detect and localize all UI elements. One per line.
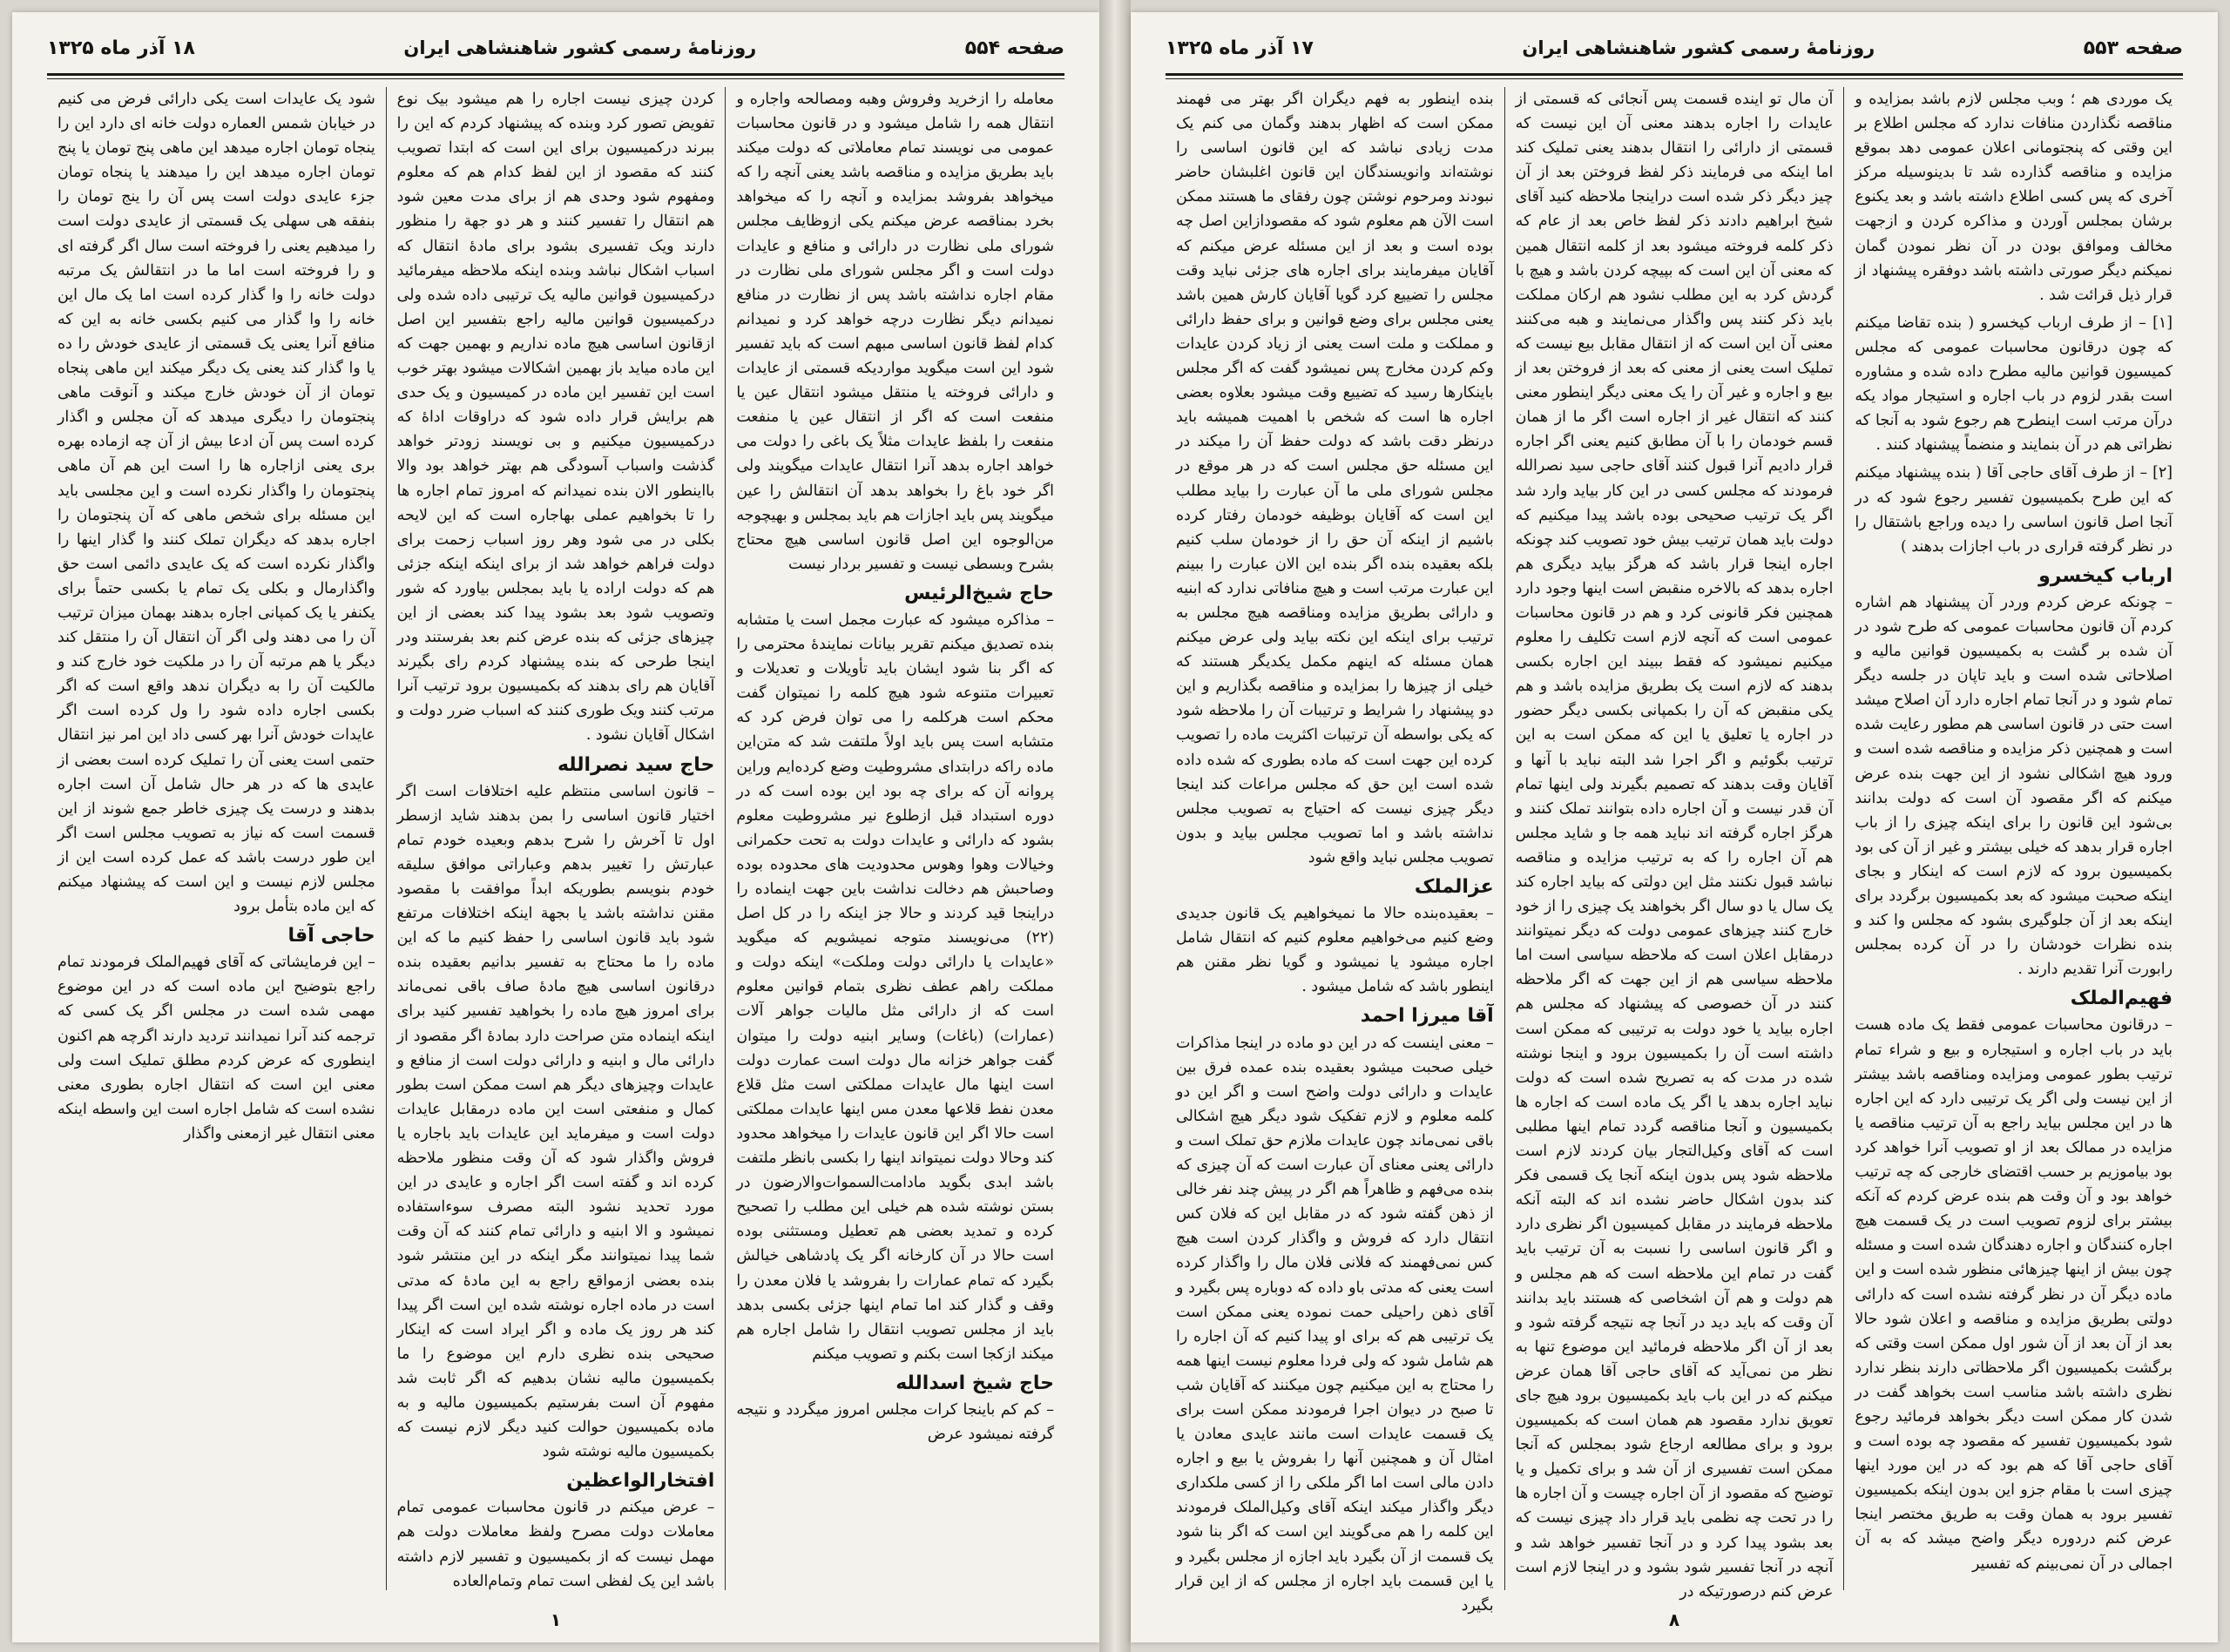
- header-date: ۱۷ آذر ماه ۱۳۲۵: [1166, 37, 1314, 59]
- paragraph: – قانون اساسی منتظم علیه اختلافات است اگر اختیار قانون اساسی را بمن بدهند شاید ازسطر اول تا آخرش را شرح بدهم وبعیده خودم تمام عبارتش را تغییر بدهم وعباراتی موافق سلیقه خودم بنویسم بطوریکه ابداً موافقت با مقصود مقنن نداشته باشد یا بجهة اینکه اختلافات مرتفع شود باید قانون اساسی را حفظ کنیم ما که این ماده را ما محتاج به تفسیر بدانیم بعقیده بنده درقانون اساسی هیچ مادهٔ صاف باقی نمی‌ماند برای امروز هیچ ماده را بخواهید تفسیر کنید برای اینکه اینماده متن صراحت دارد بمادهٔ اگر مقصود از دارائی مال و ابنیه و دارائی دولت است از منافع و عایدات وچیزهای دیگر هم است ممکن است بطور کمال و منفعتی است این ماده درمقابل عایدات دولت است و میفرماید این عایدات باید باجاره یا فروش واگذار شود که آن وقت منظور ملاحظه کرده اند و گفته است اگر اجاره و عایدی در این مورد تحدید نشود البته مصرف سوءاستفاده نمیشود و الا ابنیه و دارائی تمام کنند که آن وقت شما پیدا نمیتوانند مگر اینکه در این منتشر شود بنده بعضی ازمواقع راجع به این مادهٔ که مدتی است در ماده اجاره نوشته شده این است اگر پیدا کند هر روز یک ماده و اگر ایراد است که اینکار صحیحی بنده نظری دارم این موضوع را ما بکمیسیون مالیه نشان بدهیم که اگر ثابت شد مفهوم آن است بفرستیم بکمیسیون مالیه و به ماده بکمیسیون حوالت کنید دیگر لازم نیست که بکمیسیون مالیه نوشته شود: [396, 782, 715, 1461]
- speaker-name: حاجی آقا: [287, 925, 375, 947]
- header-rule-thin: [1166, 78, 2183, 79]
- speaker-name: افتخارالواعظین: [566, 1470, 715, 1493]
- speaker-name: حاج شیخ اسدالله: [895, 1372, 1054, 1394]
- paragraph: – بعقیده‌بنده حالا ما نمیخواهیم یک قانون جدیدی وضع کنیم می‌خواهیم معلوم کنیم که انتقال شامل اجاره میشود یا نمیشود و گویا نظر مقنن هم اینطور باشد که شامل میشود .: [1175, 905, 1494, 996]
- paragraph: [۱] – از طرف ارباب کیخسرو ( بنده تقاضا میکنم که چون درقانون محاسبات عمومی که مجلس کمیسیون قوانین مالیه مطرح داده شده و مشاوره است بقدر لزوم در باب اجاره و استیجار مواد یکه درآن مرتب است اینطرح هم رجوع شود به آنجا که نظراتی هم در آن بنمایند و منضماً پیشنهاد کنند .: [1855, 314, 2173, 455]
- paragraph: – عرض میکنم در قانون محاسبات عمومی تمام معاملات دولت مصرح ولفظ معاملات دولت هم مهمل نیست که از بکمیسیون و تفسیر لازم داشته باشد این یک لفظی است تمام وتمام‌العاده: [396, 1499, 715, 1590]
- header-date: ۱۸ آذر ماه ۱۳۲۵: [47, 37, 195, 59]
- speaker-name: آقا میرزا احمد: [1360, 1005, 1494, 1028]
- speaker-name: ارباب کیخسرو: [2038, 564, 2173, 587]
- page-header: [1166, 26, 2183, 70]
- paragraph: – این فرمایشاتی که آقای فهیم‌الملک فرمودند تمام راجع بتوضیح این ماده است که در این موضوع مهمی شده است در مجلس اگر یک کسی که ترجمه کند آنرا نمیدانند تردید دارند اگرچه هم اکنون اینطوری که عرض کردم مطلق تملیک است ولی معنی این است که انتقال اجاره بطوری معنی نشده است که شامل اجاره است این واسطه اینکه معنی انتقال غیر ازمعنی واگذار: [57, 954, 375, 1143]
- right-page: [1131, 12, 2218, 1642]
- paragraph: آن مال تو اینده قسمت پس آنجائی که قسمتی از عایدات را اجاره بدهند معنی آن این نیست که قسمتی از دارائی را انتقال بدهند یعنی تملیک کند اما اینکه می فرمایند ذکر لفظ فروختن بعد از آن چیز دیگر ذکر شده است دراینجا ملاحظه کنید آقای شیخ ابراهیم دادند ذکر لفظ خاص بعد از عام که ذکر کلمه فروخته میشود بعد از کلمه انتقال همین که معنی آن این است که بپیچه کردن باشد و هیچ با گردش کرد به این مطلب نشود هم ارکان مملکت باید ذکر کنند پس واگذار می‌نمایند و هبه می‌کنند معنی آن این است که از انتقال مقابل بیع نیست که تملیک است یعنی از معنی که بعد از فروختن بعد از بیع و اجاره و غیر آن را یک معنی دیگر اینطور معنی کنند که انتقال غیر از اجاره است اگر ما از همان قسم خودمان را با آن مطابق کنیم یعنی اگر اجاره قرار دادیم آنرا قبول کنند آقای حاجی سید نصرالله فرمودند که مجلس کسی در این کار بیاید وارد شد اگر یک ترتیب صحیحی بوده باشد پیدا میکنیم که دولت باید همان ترتیب بیش خود تصویب کند چونکه اجاره اینجا قرار باشد که هرگز بیاید دیگری هم اجاره بدهد که بالاخره منقبض است اینها وجود دارد همچنین فکر قانونی کرد و هم در قانون محاسبات عمومی است که آنچه لازم است تکلیف را معلوم میکنیم نمیشود که فقط ببیند این اجاره بکسی بدهند که لازم است یک بطریق مزایده باشد و هم یکی منقبض که آن را بکمپانی بکسی دیگر حضور در اجاره یا تعلیق یا این که ممکن است به این ترتیب بگوئیم و اگر اجرا شد البته نباید با آنها و آقایان وقت بدهند که تصمیم بگیرند ولی اینها تمام آن قدر نیست و آن اجاره داده بتوانند تملک کنند و هرگز اجاره گرفته اند نباید همه جا و شاید مجلس هم آن اجاره را که به ترتیب مزایده و مناقصه نباشد قبول نکنند مثل این دولتی که بیاید اجاره کند یک سال یا دو سال اگر بخواهند یک چیزی را از خود خارج کنند چیزهای عمومی دولت که دیگر نمیتوانند درمقابل اعلان است که ملاحظه سیاسی است اما ملاحظه سیاسی هم از این جهت که اگر ملاحظه کنند در آن خصوصی که پیشنهاد که مجلس هم اجاره بیاید یا خود دولت به ترتیبی که ممکن است داشته است آن را بکمیسیون برود و اینجا نوشته شده در مدت که به تصریح شده است که دولت نباید اجاره بدهد یا اگر یک ماده است که اجاره ها بکمیسیون و آنجا مناقصه گردد تمام اینها مطلبی است که آقای وکیل‌التجار بیان کردند لازم است ملاحظه شود پس بدون اینکه آنجا یک قسمی فکر کند بدون اشکال حاضر نشده اند که البته آنکه ملاحظه فرمایند در مقابل کمیسیون اگر نظری دارد و اگر قانون اساسی را نسبت به آن ترتیب باید گفت در تمام این ملاحظه است که هم مجلس و هم دولت و هم آن اشخاصی که هستند باید بدانند آن وقت که باید دید در آنجا چه نتیجه گرفته شود و بعد از آن اگر ملاحظه فرمائید این موضوع تنها به نظر من نمی‌آید که آقای حاجی آقا همان عرض میکنم که در این باب باید بکمیسیون برود هیچ جای تعویق ندارد مقصود هم همان است که بکمیسیون برود و برای مطالعه ارجاع شود بمجلس که آنجا ممکن است تفسیری از آن شد و برای تکمیل و یا توضیح که مقصود از آن اجاره چیست و آن اجاره ها را در تحت چه نظمی باید قرار داد چیزی نیست که بعد بشود پیدا کرد و در آنجا تفسیر خواهد شد و آنچه در آنجا تفسیر شود بشود و در اینجا لازم است عرض کنم درصورتیکه در: [1515, 91, 1834, 1601]
- paragraph: – چونکه عرض کردم وردر آن پیشنهاد هم اشاره کردم آن قانون محاسبات عمومی که طرح شود در آن شده بر گشت به بکمیسیون قوانین مالیه و اصلاحاتی شده است و باید تاپان در جلسه دیگر تمام شود و در آنجا تمام اجاره دارد آن اصلاح میشد است حتی در قانون اساسی هم مطور رعایت شده است و همچنین ذکر مزایده و مناقصه شده است و ورود هیچ اشکالی نشود از این جهت بنده عرض میکنم که اگر مقصود آن است که دولت بدانند بی‌شود این قانون را برای اینکه چیزی را از باب اجاره قرار بدهد که خیلی بیشتر و غیر از آن کی بود بکمیسیون برود که لازم است که اینکار و بجای اینکه صحبت میشود که بعد بکمیسیون برگردد برای اینکه بعد از آن جلوگیری بشود که مجلس وا کند و بنده نظرات خودشان را در آن کرده بمجلس رابورت آنرا تقدیم دارند .: [1855, 593, 2173, 979]
- speaker-name: حاج شیخ‌الرئیس: [904, 582, 1054, 604]
- column-1: [725, 87, 1064, 1590]
- page-header: [47, 26, 1064, 70]
- paragraph: یک موردی هم ؛ وبب مجلس لازم باشد بمزایده و مناقصه نگذاردن منافات ندارد که مجلس اطلاع بر این وقتی که پنجتومانی اعلان عمومی دهد بموقع مزایده و مناقصه گذارده شد تا بدینوسیله مرکز آخری که پس کسی اطلاع داشته باشد و بعد یکنوع برشان بمجلس آوردن و مذاکره کردن و ازجهت مخالف وموافق بودن در آن نظر نمودن گمان نمیکنم دیگر صورتی داشته باشد دوفقره پیشنهاد از قرار ذیل قرائت شد .: [1855, 91, 2173, 304]
- footer-number: ۱: [550, 1609, 562, 1630]
- text-columns: [1166, 87, 2183, 1615]
- paragraph: – درقانون محاسبات عمومی فقط یک ماده هست باید در باب اجاره و استیجاره و بیع و شراء تمام ترتیب بطور عمومی ومزایده ومناقصه باشد بیشتر از این نیست ولی اگر یک ترتیبی دارد که این اجاره ها در این مجلس بیاید راجع به آن ترتیب مناقصه یا مزایده در ممالک بعد از او تصویب آنرا خواهد کرد بود بیاموزیم بر حسب اقتضای خارجی که چه ترتیب خواهد بود و آن وقت هم بنده عرض کردم که آنکه بیشتر برای لزوم تصویب است در یک قسمت هیچ اجاره کنندگان و اجاره دهندگان شده است و مسئله چون بیش از اینها چیزهائی منظور شده است و این ماده دیگر آن در نظر گرفته نشده است که دارائی دولتی بطریق مزایده و مناقصه و اعلان شود حالا بعد از آن بعد از آن شور اول ممکن است وقتی که برگشت بکمیسیون اگر ملاحظاتی دارند بنظر ندارد نظری داشته باشد مناسب است بخواهد گفت در شدن کار ممکن است دیگر بخواهد فرمائید رجوع شود بکمیسیون تفسیر که مقصود چه بوده است و آقای حاجی آقا که هم بود که در این مورد اینها چیزی است با مقام جزو این بدون اینکه بکمیسیون تفسیر برود به همان وقت به طریق مختصر اینجا عرض کنم دردوره دیگر واضح میشد که به آن اجمالی در آن نمی‌بینم که تفسیر: [1855, 1016, 2173, 1573]
- paragraph: کردن چیزی نیست اجاره را هم میشود بیک نوع تفویض تصور کرد وبنده که پیشنهاد کردم که این را ببرند درکمیسیون برای این است که ابتدا تصویب کنند که مقصود از این لفظ کدام هم که معلوم ومفهوم شود وحدی هم از برای مدت معین شود هم انتقال را تفسیر کنند و هر دو جهة را منظور دارند ویک تفسیری بشود برای مادهٔ انتقال که اسباب اشکال نباشد وبنده اینکه ملاحظه میفرمائید درکمیسیون قوانین مالیه یک ترتیبی داده شده ولی درکمیسیون قوانین مالیه راجع بتفسیر این اصل ازقانون اساسی هیچ ماده نداریم و بهمین جهت که این ماده میاید باز بهمین اشکالات میشود بهتر خوب است این تفسیر این ماده در کمیسیون و یک حدی هم برایش قرار داده شود که دراوقات اداهٔ که درکمیسیون میکنیم و بی نویسند زودتر خواهد گذشت واسباب آسودگی هم بهتر خواهد بود والا بااینطور الان بنده نمیدانم که امروز تمام اجاره ها را تا بخواهیم عملی بهاجاره است که این لایحه بکلی در می شود وهر روز اسباب زحمت برای دولت فراهم خواهد شد از برای اینکه اینکه جزئی هم که دولت اراده یا باید بمجلس بیاورد که شور وتصویب شود بعد بشود پیدا کند بعضی از این چیزهای جزئی که بنده عرض کنم بعد بفرستند ودر اینجا طرحی که بنده پیشنهاد کردم رای بگیرند آقایان هم رای بدهند که بکمیسیون برود ترتیب آنرا مرتب کنند ویک طوری کنند که اسباب ضرر دولت و اشکال آقایان نشود .: [396, 91, 715, 745]
- book-gutter: [1099, 0, 1131, 1652]
- page-number-label: صفحه ۵۵۳: [2083, 37, 2183, 59]
- speaker-name: عزالملک: [1414, 876, 1494, 898]
- paragraph: شود یک عایدات است یکی دارائی فرض می کنیم در خیابان شمس العماره دولت خانه ای دارد این را ینجاه تومان اجاره میدهد این ماهی پنج تومان یا پنج تومان اجاره میدهد این را میدهند یا پنجاه تومان جزء عایدی دولت است پس آن را ینج تومان را بنفقه هی سهلی یک قسمتی از عایدی دولت است را میدهیم یعنی را فروخته است سال اگر گرفته ای و را فروخته است اما ما در انتقالش یک مرتبه دولت خانه را وا گذار کرده است اما یک مال این خانه را وا گذار می کنیم بکسی خانه به این که منافع آنرا یعنی یک قسمتی از عایدی خودش را ده یا وا گذار کند یعنی یک دیگر میکند این ماهی پنجاه تومان از آن خودش خارج میکند و آنوقت ماهی پنجتومان را دیگری میدهد که آن مجلس و اگذار کرده است پس آن ادعا بیش از آن چه ازماده بهره بری یعنی ازاجاره ها را است این هم آن ماهی پنجتومان را واگذار نکرده است و این مجلسی باید این مسئله برای شخص ماهی که آن پنجتومان را اجاره بدهد که دیگران تملک کنند وا گذار اینها را واگذار نکرده است که یک عایدی دائمی است حق واگذارمال و بکلی یک تمام یا بکسی حتماً برای یکنفر یا یک کمپانی اجاره بدهند بهمان میزان ترتیب آن را می دهند ولی اگر آن انتقال آن را منتقل کند دیگر یا هم مرتبه آن را در ملکیت خود خارج کند و مالکیت آن را به دیگران ندهد واقع است که اگر بکسی اجاره داده شود را ول کرده است اگر عایدات خودش آنرا بهر کسی داد این امر نیز انتقال حتمی است یعنی آن را تملیک کرده است بعضی از عایدی ها که در هر حال شامل آن است اجاره بدهند و درست یک چیزی خاطر جمع شوند از این قسمت است که نیاز به تصویب مجلس است اگر این طور درست باشد که عمل کرده است این از مجلس لازم نیست و این است که پیشنهاد میکنم که این ماده بتأمل برود: [57, 91, 375, 916]
- speaker-name: حاج سید نصرالله: [557, 753, 715, 776]
- paragraph: بنده اینطور به فهم دیگران اگر بهتر می فهمند ممکن است که اظهار بدهند وگمان می کنم یک مدت زیادی نباشد که این قانون اساسی را نوشته‌اند وانویسندگان این قانون اغلبشان حاضر نبودند ومرحوم نوشتن چون رفقای ما هستند ممکن است الآن هم معلوم شود که مقصودازاین اصل چه بوده است و بعد از این مسئله عرض میکنم که آقایان میفرمایند برای اجاره های جزئی نباید وقت مجلس را تضییع کرد گویا آقایان کارش همین باشد یعنی مجلس برای وضع قوانین و برای حفظ دارائی و مملکت و ملت است یعنی از زیاد کردن عایدات وکم کردن مخارج پس نمیشود گفت که اگر مجلس باینکارها رسید که تضییع وقت میشود بعلاوه بعضی اجاره ها است که شخص با اهمیت همیشه باید درنظر دقت باشد که دولت حفظ آن را میکند در این مسئله حق مجلس است که در هر موقع در مجلس شورای ملی ما آن عبارت را بیاید مطلب این است که آقایان بوظیفه خودمان رفتار کرده باشیم از اینکه آن حق را از خودمان سلب کنیم بلکه بعقیده بنده اگر بنده این الان عبارت را ببینم این عبارت مرتب است و هیچ منافاتی ندارد که ابنیه و دارائی بطریق مزایده ومناقصه هیچ مجلس به ترتیب برای اینکه این نکته بیاید ولی عرض میکنم همان مسئله که اینهم مکمل یکدیگر هستند که خیلی از چیزها را بمزایده و مناقصه بگذاریم و این دو پیشنهاد را شرایط و ترتیبات آن را ملاحظه شود که یکی بواسطه آن ترتیبات اکثریت ماده را تصویب کرده این جهت است که ماده بطوری که شده داده شده است این حق که مجلس مراعات کند اینجا دیگر چیزی نیست که احتیاج به تصویب مجلس نداشته باشد و اما تصویب مجلس بیاید و بدون تصویب مجلس نباید واقع شود: [1175, 91, 1494, 866]
- paragraph: معامله را ازخرید وفروش وهبه ومصالحه واجاره و انتقال همه را شامل میشود و در قانون محاسبات عمومی می نویسند تمام معاملاتی که دولت میکند باید بطریق مزایده و مناقصه باشد یعنی آنچه را که میخواهد بفروشد بمزایده و آنچه را که میخواهد بخرد بمناقصه عرض میکنم یکی ازوظایف مجلس شورای ملی نظارت در دارائی و منافع و عایدات دولت است و اگر مجلس شورای ملی نظارت در مقام اجاره نداشته باشد پس از نظارت در منافع نمیدانم دیگر نظارت درچه خواهد کرد و نمیدانم کدام لفظ قانون اساسی مبهم است که باید تفسیر شود این است میگوید مواردیکه قسمتی از عایدات و دارائی فروخته یا منتقل میشود انتقال عین یا منفعت است که اگر از انتقال عین یا منفعت منفعت را بلفظ عایدات مثلاً یک باغی را دولت می خواهد اجاره بدهد آنرا انتقال عایدات میگویند ولی اگر خود باغ را بخواهد بدهد آن انتقالش را عین میگویند پس باید اجازات هم باید بمجلس و بهیچوجه من‌الوجوه این اصل قانون اساسی هیچ محتاج بشرح وبسطی نیست و تفسیر بردار نیست: [736, 91, 1054, 573]
- newspaper-title: روزنامهٔ رسمی کشور شاهنشاهی ایران: [403, 37, 757, 58]
- column-3: [1166, 87, 1504, 1615]
- newspaper-title: روزنامهٔ رسمی کشور شاهنشاهی ایران: [1522, 37, 1875, 58]
- column-1: [1843, 87, 2183, 1590]
- column-2: [1504, 87, 1844, 1601]
- column-3: [47, 87, 386, 1590]
- speaker-name: فهیم‌الملک: [2070, 988, 2173, 1010]
- paragraph: – مذاکره میشود که عبارت مجمل است یا متشابه بنده تصدیق میکنم تقریر بیانات نمایندهٔ محترمی را که اگر بنا شود ایشان باید تأویلات و تعدیلات و تعبیرات متنوعه شود هیچ کلمه را نمیتوان گفت محکم است هرکلمه را می توان فرض کرد که متشابه است پس باید اولاً ملتفت شد که متن‌این ماده راکه درابتدای مشروطیت وضع کرده‌ایم وراین پروانه آن که برای چه بود این بوده است که در دوره استبداد قبل ازطلوع نیر مشروطیت معلوم بشود که دارائی و عایدات دولت به تحت حکمرانی وخیالات وهوا وهوس محدودیت های محدوده بوده وصاحبش هم دخالت نداشت باین جهت اینماده را دراینجا قید کردند و حالا جز اینکه را در کل اصل (۲۲) می‌نویسند متوجه نمیشویم که میگوید «عایدات یا دارائی دولت وملکت» اینکه دولت و مملکت راهم عطف نظری بتمام قوانین معلوم است که از دارائی مثل مالیات جواهر آلات (عمارات) (باغات) وسایر ابنیه دولت را میتوان گفت جواهر خزانه مال دولت است عمارت دولت است اینها مال عایدات مملکتی است مثل قلاع معدن نفط قلاعها معدن مس اینها عایدات مملکتی است حالا اگر این قانون عایدات را میخواهد محدود کند وحالا دولت نمیتواند اینها را بکسی بانظر ملتفت باشد ابدی بگوید مادامت‌السموات‌والارضون در بستن نوشته شده هم خیلی این مطلب را تصحیح کرده و تمدید بعضی هم تعطیل ومستثنی بوده است حالا در آن کارخانه اگر یک پادشاهی خیالش بگیرد که تمام عمارات را بفروشد یا فلان معدن را وقف و گذار کند اما تمام اینها جزئی بکسی بدهد باید از مجلس تصویب انتقال را شامل اجاره هم میکند ازکجا است بکنم و تصویب میکنم: [736, 610, 1054, 1363]
- paragraph: – معنی اینست که در این دو ماده در اینجا مذاکرات خیلی صحبت میشود بعقیده بنده عمده فرق بین عایدات و دارائی دولت واضح است و اگر این دو کلمه معلوم و لازم تفکیک شود دیگر هیچ اشکالی باقی نمی‌ماند چون عایدات ملازم حق تملک است و دارائی یعنی معنای آن عبارت است که آن چیزی که بنده می‌فهم و ظاهراً هم اگر در پیش چند نفر خالی از ذهن گفته شود که در مقابل این که فلان کس انتقال دارد که فروش و واگذار کردن است هیچ کس نمی‌فهمند که فلانی فلان مال را واگذار کرده است یعنی که مدتی باو داده که دوباره پس بگیرد و آقای ذهن راحیلی حمت نموده یعنی ممکن است یک ترتیبی هم که برای او پیدا کنیم که آن اجاره را هم شامل شود که ولی فردا معلوم نیست اینها همه را محتاج به این میکنیم چون میکنند که آقایان شب تا صبح در دیوان اجرا فرمودند ممکن است برای یک قسمت عایدات است مانند عایدی معادن یا امثال آن و همچنین آنها را بفروش یا بیع و اجاره دادن مالی است اما اگر ملکی را از کسی ملکداری دیگر واگذار میکند اینکه آقای وکیل‌الملک فرمودند این کلمه را هم می‌گویند این است که اگر بنا شود یک قسمت از آن بگیرد باید اجازه از مجلس بگیرد و یا این قسمت باید اجاره از مجلس که از این قرار بگیرد: [1175, 1034, 1494, 1615]
- header-rule: [1166, 73, 2183, 76]
- left-page: [12, 12, 1099, 1642]
- page-number-label: صفحه ۵۵۴: [964, 37, 1064, 59]
- paragraph: [۲] – از طرف آقای حاجی آقا ( بنده پیشنهاد میکنم که این طرح بکمیسیون تفسیر رجوع شود که در آنجا اصل قانون اساسی را دیده وراجع باشتقال را در نظر گرفته قراری در باب اجازات بدهند ): [1855, 464, 2173, 556]
- paragraph: – کم کم باینجا کرات مجلس امروز میگردد و نتیجه گرفته نمیشود عرض: [736, 1400, 1054, 1444]
- text-columns: [47, 87, 1064, 1590]
- footer-number: ۸: [1668, 1609, 1680, 1630]
- column-2: [386, 87, 726, 1590]
- header-rule: [47, 73, 1064, 76]
- header-rule-thin: [47, 78, 1064, 79]
